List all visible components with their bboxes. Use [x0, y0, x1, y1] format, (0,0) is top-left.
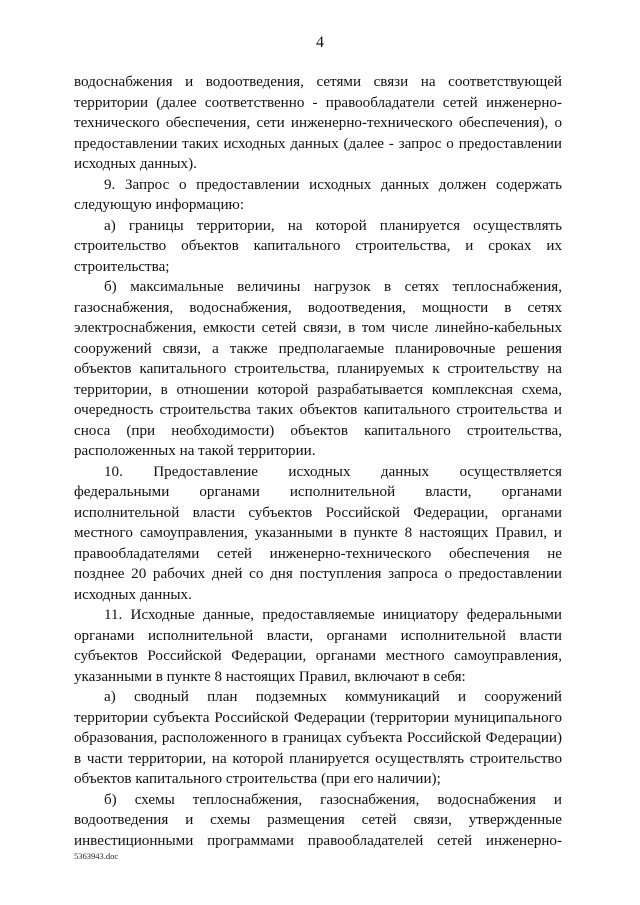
text-line: территории, в отношении которой разрабатывается комплексная схема,	[74, 381, 562, 398]
text-line: 10. Предоставление исходных данных осуществляется	[104, 463, 562, 480]
text-line: технического обеспечения, сети инженерно-технического обеспечения), о	[74, 115, 562, 131]
text-line: строительство объектов капитального строительства, и сроках их	[74, 238, 562, 254]
text-line: 11. Исходные данные, предоставляемые инициатору федеральными	[104, 607, 562, 623]
file-name-footer: 5363943.doc	[74, 851, 119, 861]
text-line: исходных данных.	[74, 586, 192, 603]
text-line: 9. Запрос о предоставлении исходных данных должен содержать	[104, 176, 562, 193]
text-line: исходных данных).	[74, 156, 197, 172]
text-line: позднее 20 рабочих дней со дня поступления запроса о предоставлении	[74, 566, 562, 582]
text-line: б) схемы теплоснабжения, газоснабжения, водоснабжения и	[104, 791, 562, 808]
text-line: б) максимальные величины нагрузок в сетях теплоснабжения,	[104, 279, 562, 295]
text-line: территории субъекта Российской Федерации (территории муниципального	[74, 709, 562, 726]
text-line: электроснабжения, емкости сетей связи, в том числе линейно-кабельных	[74, 320, 562, 336]
text-line: сооружений связи, а также предполагаемые планировочные решения	[74, 340, 562, 357]
text-line: органами исполнительной власти, органами исполнительной власти	[74, 627, 562, 644]
text-line: предоставлении таких исходных данных (далее - запрос о предоставлении	[74, 135, 562, 152]
text-line: водоснабжения и водоотведения, сетями связи на соответствующей	[74, 74, 562, 90]
text-line: водоотведения и схемы размещения сетей связи, утвержденные	[74, 812, 562, 828]
text-line: очередность строительства таких объектов капитального строительства и	[74, 402, 562, 418]
text-line: а) сводный план подземных коммуникаций и сооружений	[104, 689, 562, 705]
text-line: объектов капитального строительства (при его наличии);	[74, 771, 441, 787]
text-line: расположенных на такой территории.	[74, 443, 316, 459]
text-line: правообладателями сетей инженерно-технического обеспечения не	[74, 545, 562, 562]
text-line: образования, расположенного в границах субъекта Российской Федерации)	[74, 730, 562, 746]
text-line: указанными в пункте 8 настоящих Правил, включают в себя:	[74, 668, 466, 685]
document-body	[74, 72, 562, 851]
text-line: инвестиционными программами правообладателей сетей инженерно-	[74, 832, 562, 849]
text-line: субъектов Российской Федерации, органами местного самоуправления,	[74, 648, 562, 664]
text-line: объектов капитального строительства, планируемых к строительству на	[74, 361, 562, 377]
text-line: местного самоуправления, указанными в пункте 8 настоящих Правил, и	[74, 525, 562, 541]
text-line: а) границы территории, на которой планируется осуществлять	[104, 217, 562, 234]
text-line: исполнительной власти субъектов Российской Федерации, органами	[74, 504, 562, 521]
text-line: газоснабжения, водоснабжения, водоотведения, мощности в сетях	[74, 299, 562, 316]
page-number: 4	[316, 34, 324, 51]
text-line: строительства;	[74, 258, 170, 275]
text-line: федеральными органами исполнительной власти, органами	[74, 484, 562, 500]
text-line: следующую информацию:	[74, 197, 245, 213]
text-line: сноса (при необходимости) объектов капитального строительства,	[74, 422, 562, 439]
text-line: в части территории, на которой планируется осуществлять строительство	[74, 750, 562, 767]
text-line: территории (далее соответственно - правообладатели сетей инженерно-	[74, 94, 562, 111]
